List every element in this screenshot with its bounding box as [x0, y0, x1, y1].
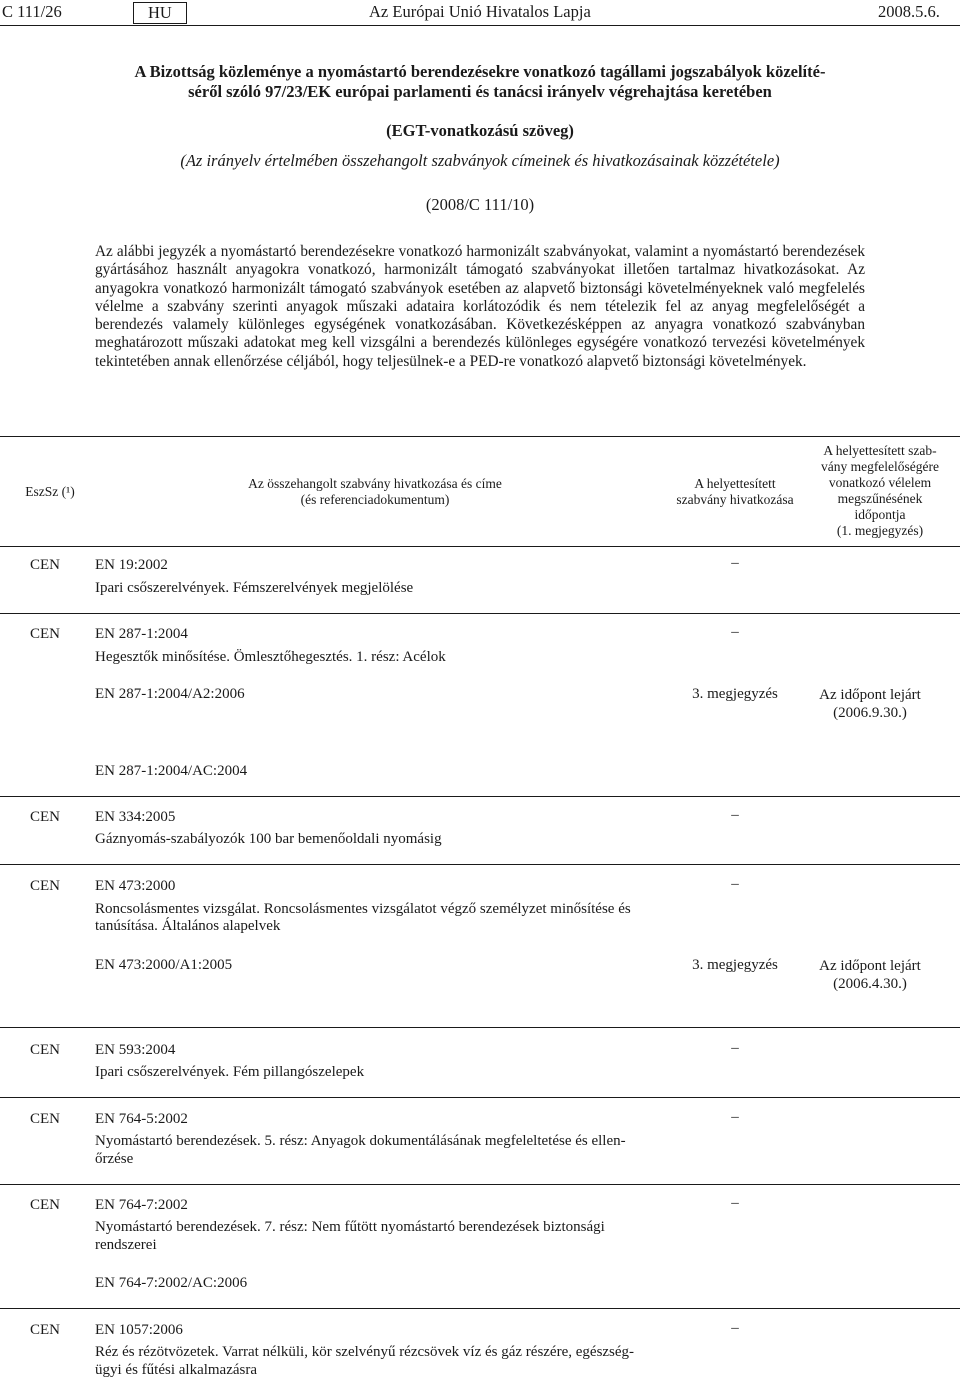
- language-code: HU: [133, 2, 187, 24]
- organisation-cell: CEN: [30, 878, 60, 894]
- organisation-cell: CEN: [30, 626, 60, 642]
- standard-title-line-2: őrzése: [95, 1151, 134, 1167]
- document-reference: (2008/C 111/10): [425, 195, 535, 214]
- replaced-standard: –: [731, 1040, 739, 1056]
- publication-date: 2008.5.6.: [878, 2, 940, 21]
- replaced-standard: –: [731, 624, 739, 640]
- row-divider: [0, 1308, 960, 1309]
- amendment-reference: EN 287-1:2004/A2:2006: [95, 686, 245, 702]
- journal-title: Az Európai Unió Hivatalos Lapja: [369, 2, 591, 21]
- standard-title-line-2: tanúsítása. Általános alapelvek: [95, 918, 281, 934]
- organisation-cell: CEN: [30, 1197, 60, 1213]
- standard-reference: EN 287-1:2004: [95, 626, 188, 642]
- page-reference: C 111/26: [2, 2, 62, 21]
- standard-reference: EN 1057:2006: [95, 1322, 183, 1338]
- standard-reference: EN 593:2004: [95, 1042, 176, 1058]
- standard-title-line-1: Nyomástartó berendezések. 7. rész: Nem fűtött nyomástartó berendezések biztonsági: [95, 1219, 605, 1235]
- row-divider: [0, 1097, 960, 1098]
- standard-reference: EN 473:2000: [95, 878, 176, 894]
- corrigendum-reference: EN 764-7:2002/AC:2006: [95, 1275, 248, 1291]
- col-header-replaced: A helyettesített szabvány hivatkozása: [676, 476, 794, 507]
- standard-title: Ipari csőszerelvények. Fémszerelvények megjelölése: [95, 580, 414, 596]
- standard-reference: EN 764-7:2002: [95, 1197, 188, 1213]
- standard-reference: EN 19:2002: [95, 557, 168, 573]
- row-divider: [0, 864, 960, 865]
- organisation-cell: CEN: [30, 1111, 60, 1127]
- eea-relevance: (EGT-vonatkozású szöveg): [386, 121, 574, 140]
- row-divider: [0, 1027, 960, 1028]
- corrigendum-reference: EN 287-1:2004/AC:2004: [95, 763, 248, 779]
- standard-title-line-2: ügyi és fűtési alkalmazásra: [95, 1362, 258, 1378]
- document-title: [60, 62, 900, 102]
- standard-reference: EN 334:2005: [95, 809, 176, 825]
- replaced-standard: –: [731, 1109, 739, 1125]
- replaced-standard: –: [731, 807, 739, 823]
- col-header-cessation-date: A helyettesített szab- vány megfelelőségére vonatkozó vélelem megszűnésének időpontja (1. megjegyzés): [820, 443, 940, 538]
- row-divider: [0, 613, 960, 614]
- title-line-2: séről szóló 97/23/EK európai parlamenti és tanácsi irányelv végrehajtása keretében: [188, 82, 772, 101]
- replaced-standard: –: [731, 555, 739, 571]
- standard-title-line-1: Nyomástartó berendezések. 5. rész: Anyagok dokumentálásának megfeleltetése és ellen-: [95, 1133, 626, 1149]
- cessation-date: Az időpont lejárt (2006.9.30.): [819, 687, 921, 721]
- amendment-note: 3. megjegyzés: [692, 957, 778, 973]
- standard-reference: EN 764-5:2002: [95, 1111, 188, 1127]
- organisation-cell: CEN: [30, 557, 60, 573]
- col-header-esz: EszSz (¹): [25, 484, 75, 499]
- row-divider: [0, 1184, 960, 1185]
- title-line-1: A Bizottság közleménye a nyomástartó berendezésekre vonatkozó tagállami jogszabályok közelíté-: [134, 62, 826, 81]
- intro-paragraph: Az alábbi jegyzék a nyomástartó berendezésekre vonatkozó harmonizált szabványokat, valamint a nyomástartó berendezések gyártásához használt anyagokra vonatkozó, harmonizált támogató szabványokat illetően tartalmaz hivatkozásokat. Az anyagokra vonatkozó harmonizált támogató szabványok esetében az alapvető biztonsági követelményeknek való megfelelés vélelme a szabvány szerinti anyagok műszaki adataira korlátozódik és nem tételezik fel az anyag megfelelőségét a berendezés valamely különleges egységének vonatkozásában. Következésképpen az anyagra vonatkozó szabványban meghatározott műszaki adatokat meg kell vizsgálni a berendezés különleges egységére vonatkozó tervezési követelmények tekintetében annak ellenőrzése céljából, hogy teljesülnek-e a PED-re vonatkozó alapvető biztonsági követelmények.: [95, 243, 865, 370]
- standard-title: Ipari csőszerelvények. Fém pillangószelepek: [95, 1064, 365, 1080]
- amendment-reference: EN 473:2000/A1:2005: [95, 957, 233, 973]
- table-top-rule: [0, 436, 960, 437]
- standard-title-line-2: rendszerei: [95, 1237, 157, 1253]
- table-header-rule: [0, 546, 960, 547]
- standard-title: Hegesztők minősítése. Ömlesztőhegesztés. 1. rész: Acélok: [95, 649, 446, 665]
- header-divider: [0, 25, 960, 26]
- col-header-standard: Az összehangolt szabvány hivatkozása és címe (és referenciadokumentum): [248, 476, 502, 507]
- amendment-note: 3. megjegyzés: [692, 686, 778, 702]
- page-header: [0, 0, 960, 24]
- replaced-standard: –: [731, 1320, 739, 1336]
- standard-title: Gáznyomás-szabályozók 100 bar bemenőoldali nyomásig: [95, 831, 442, 847]
- organisation-cell: CEN: [30, 1322, 60, 1338]
- cessation-date: Az időpont lejárt (2006.4.30.): [819, 958, 921, 992]
- document-subtitle: (Az irányelv értelmében összehangolt szabványok címeinek és hivatkozásainak közzététele): [180, 151, 780, 170]
- replaced-standard: –: [731, 876, 739, 892]
- row-divider: [0, 796, 960, 797]
- replaced-standard: –: [731, 1195, 739, 1211]
- organisation-cell: CEN: [30, 1042, 60, 1058]
- standard-title-line-1: Roncsolásmentes vizsgálat. Roncsolásmentes vizsgálatot végző személyzet minősítése és: [95, 901, 631, 917]
- organisation-cell: CEN: [30, 809, 60, 825]
- standard-title-line-1: Réz és rézötvözetek. Varrat nélküli, kör szelvényű rézcsövek víz és gáz részére, egészség-: [95, 1344, 635, 1360]
